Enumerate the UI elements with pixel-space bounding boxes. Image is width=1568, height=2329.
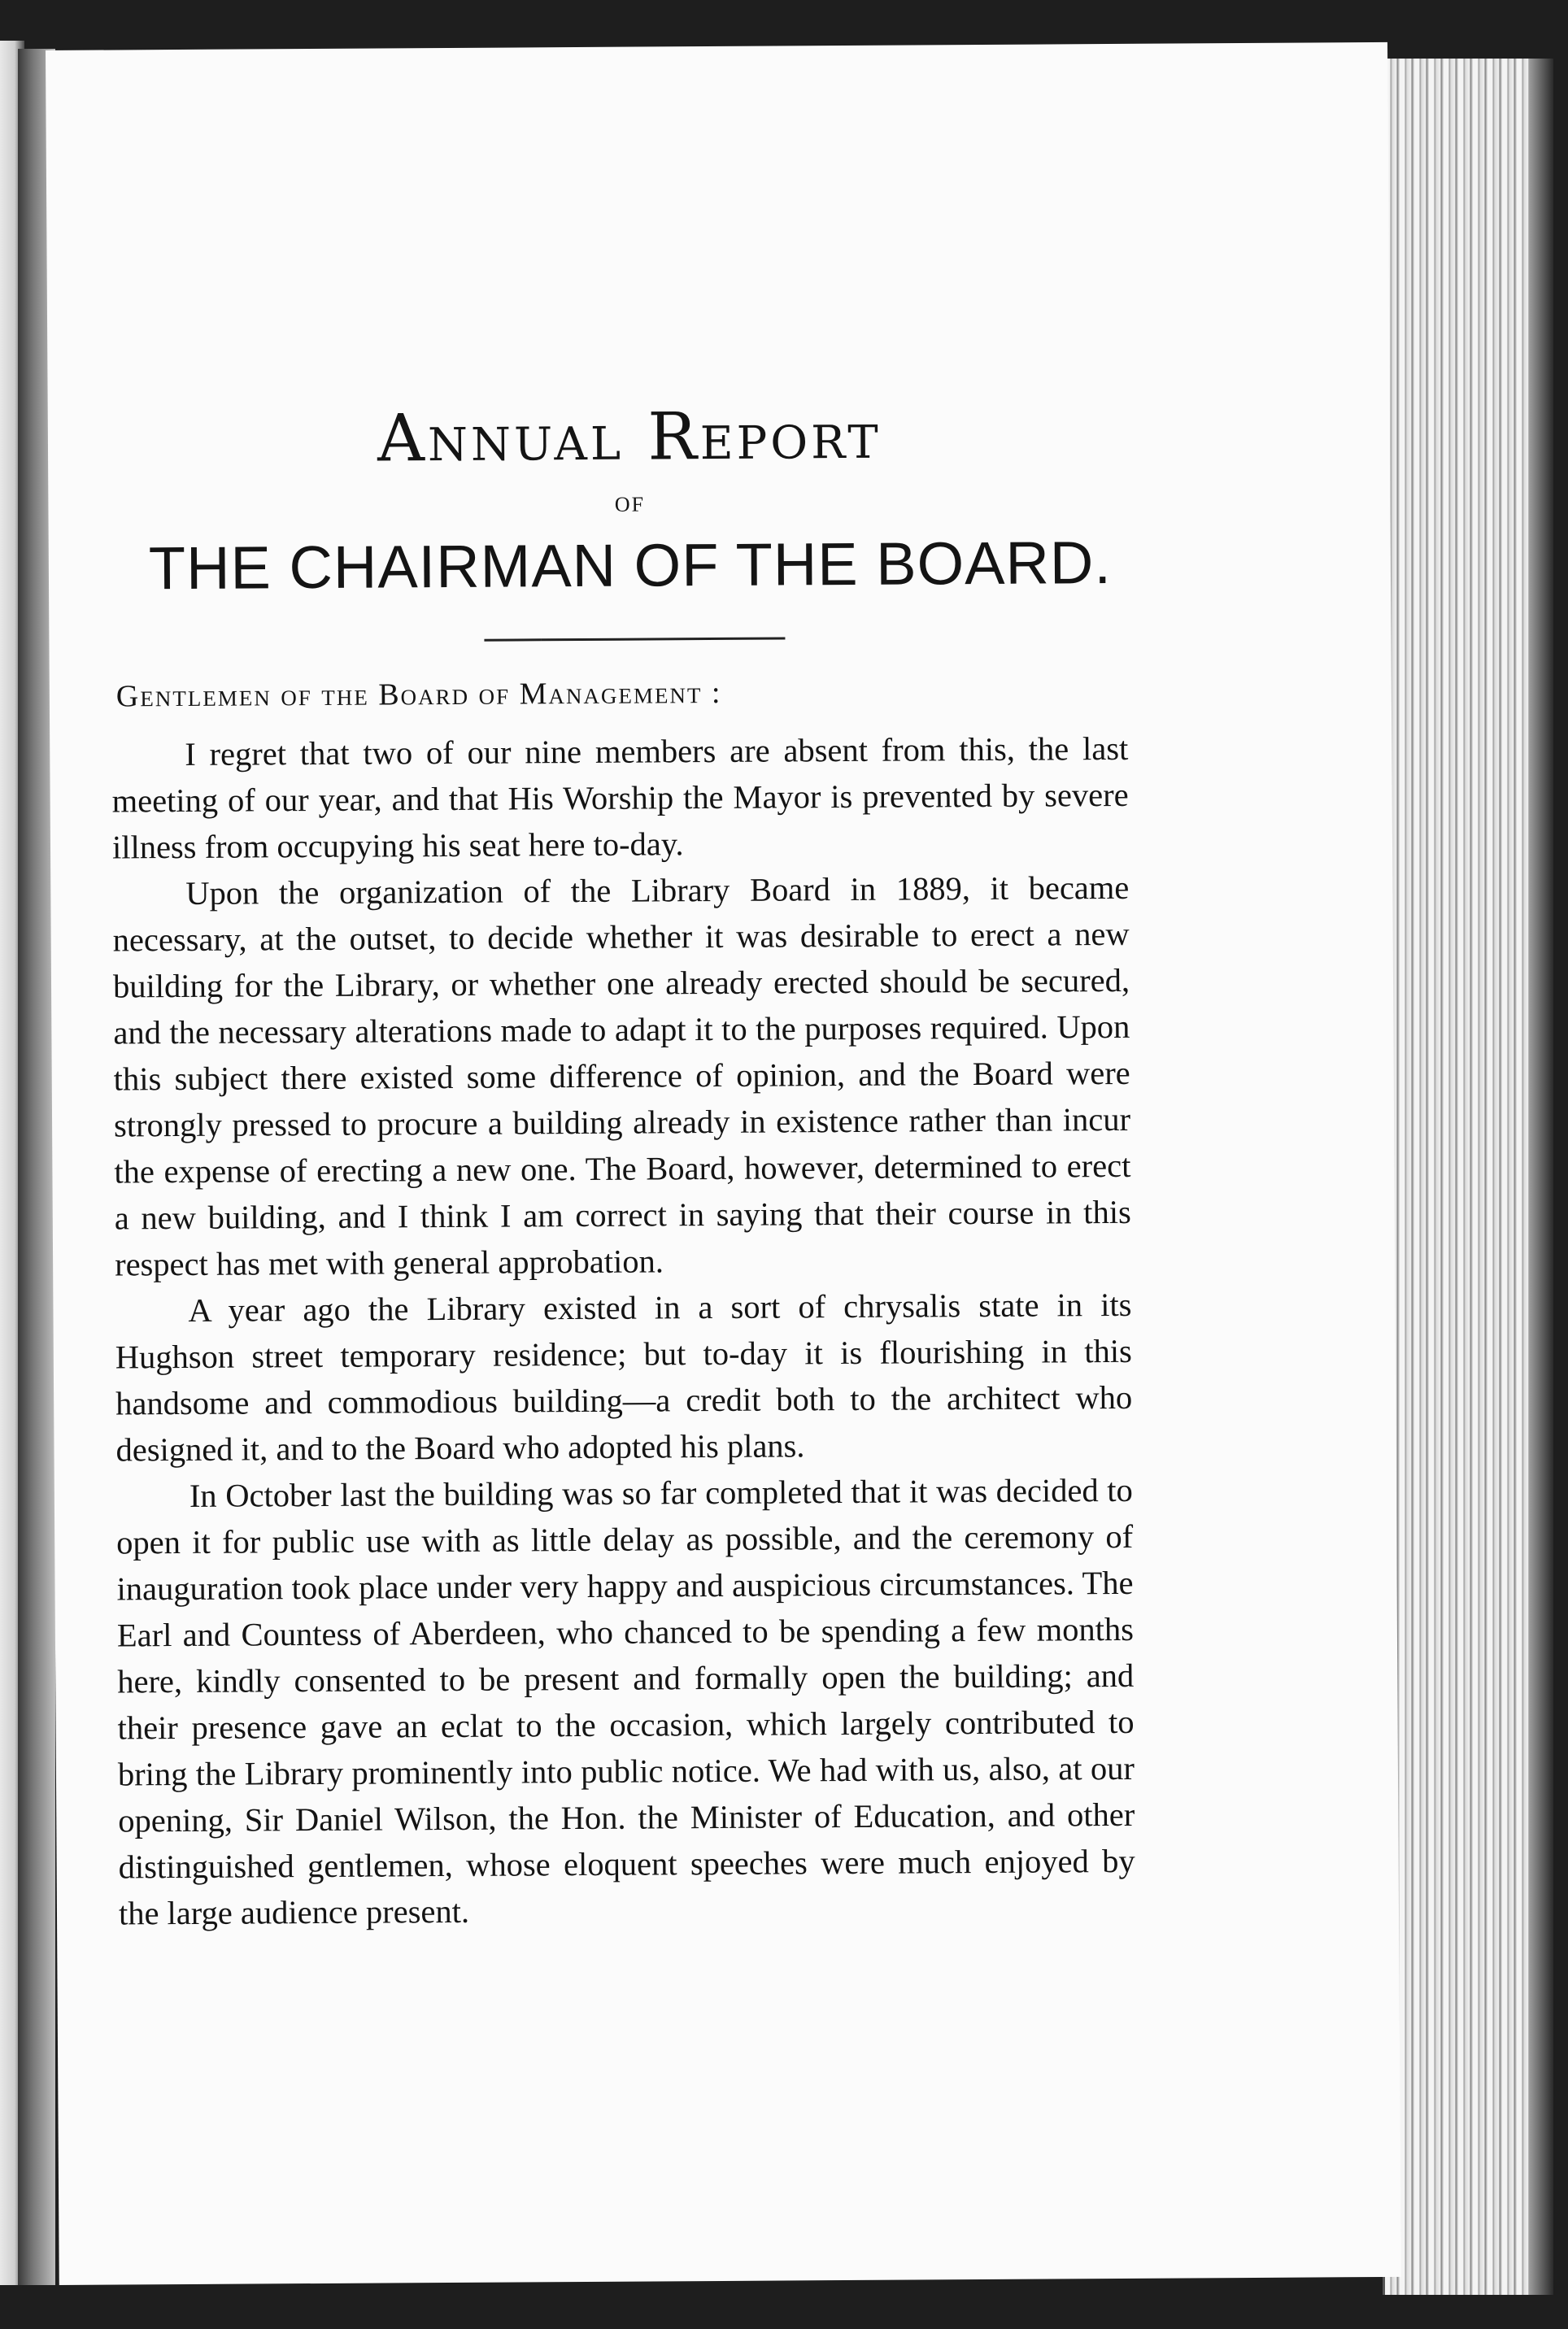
report-page — [46, 42, 1401, 2285]
paragraph: In October last the building was so far completed that it was decided to open it for public use with as little delay as possible, and the ceremony of inauguration took place under very happy and auspicious circumstances. The Earl and Countess of Aberdeen, who chanced to be spending a few months here, kindly consented to be present and formally open the building; and their presence gave an eclat to the occasion, which largely contributed to bring the Library prominently into public notice. We had with us, also, at our opening, Sir Daniel Wilson, the Hon. the Minister of Education, and other distinguished gentlemen, whose eloquent speeches were much enjoyed by the large audience present. — [116, 1471, 1135, 1932]
report-subtitle: THE CHAIRMAN OF THE BOARD. — [148, 529, 1113, 603]
page-stack-edge — [1383, 59, 1540, 2295]
paragraph: Upon the organization of the Library Board in 1889, it became necessary, at the outset, to decide whether it was desirable to erect a new building for the Library, or whether one already erected should be secured, and the necessary alterations made to adapt it to the purposes required. Upon this subject there existed some difference of opinion, and the Board were strongly pressed to procure a building already in existence rather than incur the expense of erecting a new one. The Board, however, determined to erect a new building, and I think I am correct in saying that their course in this respect has met with general approbation. — [112, 868, 1131, 1283]
report-body — [111, 725, 1135, 1937]
title-connector: OF — [614, 492, 646, 516]
title-rule-short — [484, 638, 541, 641]
page-stack-shadow — [1529, 59, 1553, 2295]
title-rule-long — [541, 637, 785, 641]
paragraph: I regret that two of our nine members are absent from this, the last meeting of our year, and that His Worship the Mayor is prevented by severe illness from occupying his seat here to-day. — [111, 729, 1129, 866]
paragraph: A year ago the Library existed in a sort of chrysalis state in its Hughson street temporary residence; but to-day it is flourishing in this handsome and commodious building—a credit both to the architect who designed it, and to the Board who adopted his plans. — [115, 1286, 1133, 1469]
report-title: Annual Report — [377, 397, 882, 477]
salutation: Gentlemen of the Board of Management : — [115, 675, 722, 714]
page-content — [46, 42, 1401, 2285]
